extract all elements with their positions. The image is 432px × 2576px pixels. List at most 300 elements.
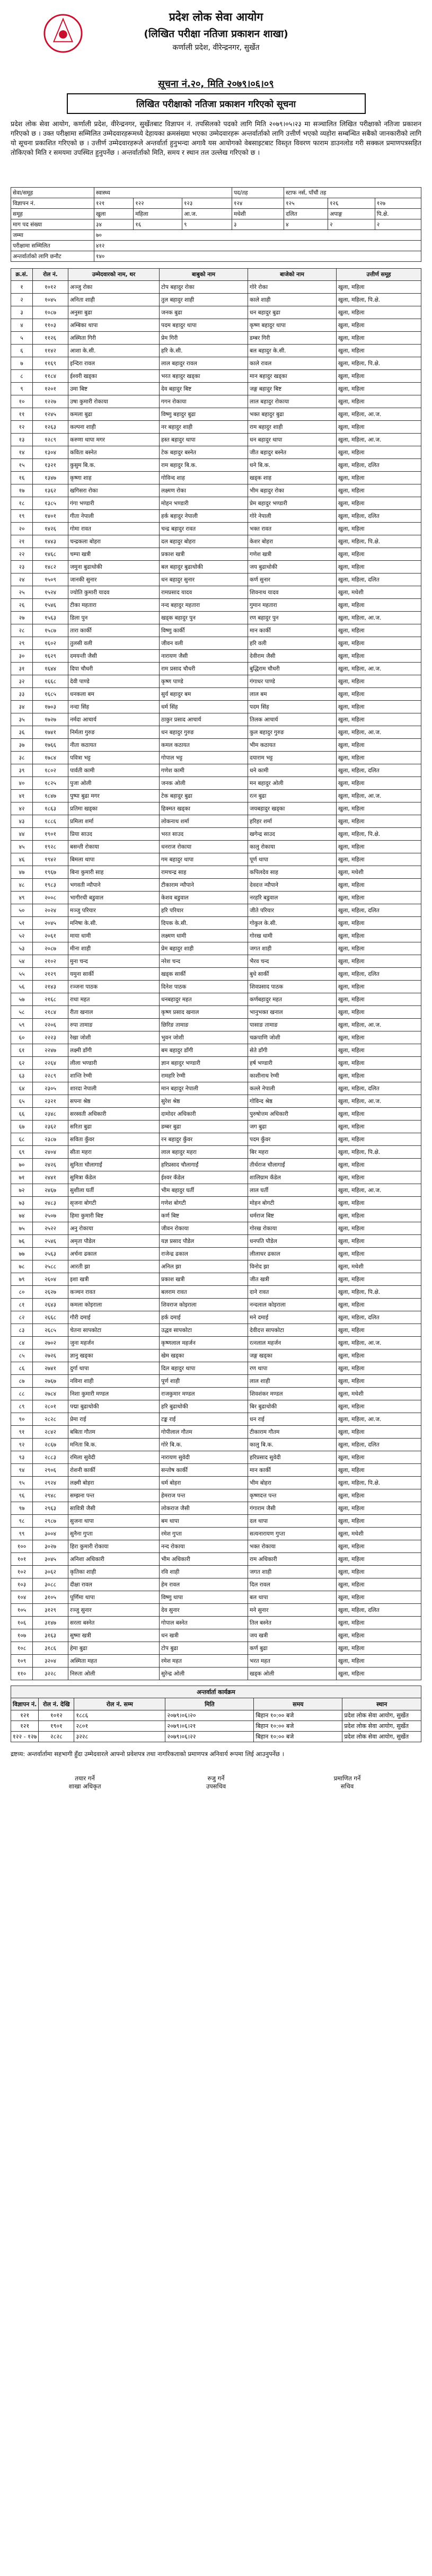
candidate-name-cell: अस्मिता महत: [68, 1655, 160, 1668]
group-cell: खुला, महिला: [337, 752, 421, 764]
group-cell: खुला, महिला: [337, 1159, 421, 1171]
father-name-cell: प्रेम बहादुर शाही: [160, 942, 248, 955]
roll-cell: १६२९: [33, 650, 68, 663]
candidate-name-cell: मनिता बि.क.: [68, 1439, 160, 1451]
group-cell: खुला, महिला: [337, 1426, 421, 1439]
serial-cell: १०८: [11, 1642, 33, 1655]
col-header-venue: स्थान: [342, 1698, 421, 1710]
serial-cell: २३: [11, 561, 33, 574]
table-row: [11, 1324, 421, 1337]
father-name-cell: जनक ओली: [160, 777, 248, 790]
serial-cell: ४९: [11, 892, 33, 904]
roll-from-cell: १०१२: [39, 1710, 74, 1721]
roll-cell: १३८५: [33, 497, 68, 510]
candidate-name-cell: अञ्जु रोका: [68, 281, 160, 294]
grandfather-name-cell: कर्णबहादुर महत: [248, 993, 337, 1006]
roll-cell: २६४३: [33, 1299, 68, 1311]
serial-cell: ६४: [11, 1082, 33, 1095]
group-cell: खुला, मधेशी: [337, 1388, 421, 1400]
father-name-cell: खड्क बहादुर पुन: [160, 612, 248, 624]
grandfather-name-cell: गंगाधर पाण्डे: [248, 675, 337, 688]
group-cell: खुला, महिला: [337, 1273, 421, 1286]
candidate-name-cell: सरिता बुढा: [68, 1121, 160, 1133]
roll-cell: १५८७: [33, 624, 68, 637]
candidate-name-cell: यमुना सार्की: [68, 968, 160, 981]
father-name-cell: हरि बुढाथोकी: [160, 1400, 248, 1413]
roll-cell: १९०१: [33, 828, 68, 841]
grandfather-name-cell: तिल बस्नेत: [248, 1617, 337, 1629]
serial-cell: ६५: [11, 1095, 33, 1108]
serial-cell: ७१: [11, 1171, 33, 1184]
grandfather-name-cell: रत्न बुढा: [248, 790, 337, 802]
roll-cell: ११८४: [33, 370, 68, 383]
grandfather-name-cell: कालु बि.क.: [248, 1439, 337, 1451]
roll-cell: ३१०५: [33, 1591, 68, 1604]
table-row: [11, 930, 421, 942]
serial-cell: ८१: [11, 1299, 33, 1311]
roll-cell: २१८४: [33, 1006, 68, 1019]
father-name-cell: दिनेश पाठक: [160, 981, 248, 993]
grandfather-name-cell: जग बुढा: [248, 1121, 337, 1133]
grandfather-name-cell: बिर बुढाथोकी: [248, 1400, 337, 1413]
grandfather-name-cell: भक्त रावत: [248, 523, 337, 535]
roll-cell: २९४८: [33, 1489, 68, 1502]
table-row: [11, 1210, 421, 1222]
table-row: [11, 866, 421, 879]
father-name-cell: प्रकाश खत्री: [160, 1273, 248, 1286]
roll-cell: २६६८: [33, 1311, 68, 1324]
grandfather-name-cell: गंगाराम जैसी: [248, 1502, 337, 1515]
candidate-name-cell: शान्ति रेग्मी: [68, 1070, 160, 1082]
group-cell: खुला, महिला: [337, 523, 421, 535]
table-row: [11, 853, 421, 866]
group-cell: खुला, महिला: [337, 1197, 421, 1210]
grandfather-name-cell: भीम कठायत: [248, 739, 337, 752]
roll-cell: २५६३: [33, 1248, 68, 1260]
roll-cell: १५०९: [33, 574, 68, 586]
total-row: [11, 230, 421, 241]
group-cell: खुला, महिला, आ.ज.: [337, 612, 421, 624]
grandfather-name-cell: बल थापा: [248, 1591, 337, 1604]
serial-cell: १०९: [11, 1655, 33, 1668]
roll-cell: १७२७: [33, 713, 68, 726]
group-cell: खुला, महिला: [337, 637, 421, 650]
candidate-name-cell: बबिता गौतम: [68, 1426, 160, 1439]
roll-cell: २६०४: [33, 1273, 68, 1286]
grandfather-name-cell: काशीनाथ रेग्मी: [248, 1070, 337, 1082]
table-row: [11, 599, 421, 612]
serial-cell: ९३: [11, 1451, 33, 1464]
group-cell: खुला, महिला: [337, 1006, 421, 1019]
grandfather-name-cell: शिवप्रसाद पाठक: [248, 981, 337, 993]
candidate-name-cell: लक्ष्मी डाँगी: [68, 1044, 160, 1057]
roll-cell: २१२९: [33, 968, 68, 981]
grandfather-name-cell: काले शाही: [248, 294, 337, 306]
father-name-cell: टेक बहादुर बुढा: [160, 790, 248, 802]
serial-cell: १०३: [11, 1578, 33, 1591]
serial-cell: ६१: [11, 1044, 33, 1057]
father-name-cell: हर्क दमाई: [160, 1311, 248, 1324]
candidate-name-cell: सावित्री जैसी: [68, 1502, 160, 1515]
candidate-name-cell: शारदा नेपाली: [68, 1082, 160, 1095]
table-row: [11, 1642, 421, 1655]
serial-cell: ८०: [11, 1286, 33, 1299]
serial-cell: ५९: [11, 1019, 33, 1031]
grandfather-name-cell: देवदत्त न्यौपाने: [248, 879, 337, 892]
table-row: [11, 1362, 421, 1375]
roll-to-cell: १८८६: [74, 1710, 165, 1721]
table-row: [11, 357, 421, 370]
father-name-cell: विष्णु बहादुर बुढा: [160, 408, 248, 421]
group-cell: खुला, महिला, दलित: [337, 968, 421, 981]
signature-block: [11, 1775, 421, 1790]
serial-cell: ६: [11, 345, 33, 357]
serial-cell: ७: [11, 357, 33, 370]
group-cell: खुला, महिला, दलित: [337, 459, 421, 472]
grandfather-name-cell: नरहरि बडुवाल: [248, 892, 337, 904]
group-cell: खुला, महिला: [337, 1617, 421, 1629]
candidate-name-cell: आशा के.सी.: [68, 345, 160, 357]
father-name-cell: ज्ञान बहादुर भण्डारी: [160, 1057, 248, 1070]
grandfather-name-cell: मोहन बोगटी: [248, 1197, 337, 1210]
group-cell: खुला, महिला, दलित: [337, 574, 421, 586]
group-cell: खुला, महिला, आ.ज.: [337, 1184, 421, 1197]
father-name-cell: राजकुमार मण्डल: [160, 1388, 248, 1400]
table-row: [11, 1477, 421, 1489]
grandfather-name-cell: गोरे नेपाली: [248, 510, 337, 523]
father-name-cell: हिक्मत खड्का: [160, 802, 248, 815]
date-cell: २०७९।०६।२२: [165, 1732, 254, 1742]
candidate-name-cell: भागीरथी बडुवाल: [68, 892, 160, 904]
table-row: [11, 713, 421, 726]
serial-cell: ८५: [11, 1349, 33, 1362]
table-row: [11, 484, 421, 497]
roll-cell: २७४१: [33, 1362, 68, 1375]
roll-cell: १९२८: [33, 841, 68, 853]
serial-cell: १०६: [11, 1617, 33, 1629]
group-cell: खुला, महिला: [337, 1031, 421, 1044]
grandfather-name-cell: धने बि.क.: [248, 459, 337, 472]
grandfather-name-cell: रत्नलाल महर्जन: [248, 1337, 337, 1349]
table-row: [11, 1019, 421, 1031]
interview-row: [11, 1721, 421, 1732]
roll-cell: ३००४: [33, 1528, 68, 1540]
grandfather-name-cell: मने दमाई: [248, 1311, 337, 1324]
father-name-cell: लाल बहादुर महरा: [160, 1146, 248, 1159]
grandfather-name-cell: खड्क शाह: [248, 472, 337, 484]
grandfather-name-cell: मान बहादुर खड्का: [248, 370, 337, 383]
father-name-cell: पदम बहादुर थापा: [160, 319, 248, 332]
roll-cell: १२८९: [33, 434, 68, 446]
roll-cell: २४४१: [33, 1171, 68, 1184]
roll-cell: १६८५: [33, 688, 68, 701]
group-cell: खुला, महिला: [337, 1578, 421, 1591]
serial-cell: ९४: [11, 1464, 33, 1477]
grandfather-name-cell: हरिप्रसाद सुवेदी: [248, 1451, 337, 1464]
serial-cell: १४: [11, 446, 33, 459]
group-cell: खुला, महिला: [337, 624, 421, 637]
father-name-cell: नरेश चन्द: [160, 955, 248, 968]
group-cell: खुला, मधेशी: [337, 1528, 421, 1540]
candidate-name-cell: कञ्चन रावत: [68, 1286, 160, 1299]
roll-cell: २३४८: [33, 1108, 68, 1121]
father-name-cell: ईश्वर कँडेल: [160, 1171, 248, 1184]
group-cell: खुला, महिला: [337, 446, 421, 459]
roll-cell: १५२४: [33, 586, 68, 599]
roll-cell: २१४३: [33, 981, 68, 993]
candidate-name-cell: रञ्जना पाठक: [68, 981, 160, 993]
candidate-name-cell: जमुना बुढाथोकी: [68, 561, 160, 574]
serial-cell: ४७: [11, 866, 33, 879]
serial-cell: १२: [11, 421, 33, 434]
table-row: [11, 917, 421, 930]
serial-cell: ६३: [11, 1070, 33, 1082]
father-name-cell: रवि शाही: [160, 1566, 248, 1578]
roll-cell: ३१२९: [33, 1604, 68, 1617]
table-row: [11, 1502, 421, 1515]
grandfather-name-cell: पदम कुँवर: [248, 1133, 337, 1146]
table-row: [11, 1299, 421, 1311]
serial-cell: ९१: [11, 1426, 33, 1439]
group-cell: खुला, महिला: [337, 1642, 421, 1655]
grandfather-name-cell: लाल शाही: [248, 1375, 337, 1388]
serial-cell: १५: [11, 459, 33, 472]
father-name-cell: रन बहादुर कुँवर: [160, 1133, 248, 1146]
group-cell: खुला, महिला: [337, 701, 421, 713]
roll-cell: २००८: [33, 892, 68, 904]
group-cell: खुला, महिला, पि.क्षे.: [337, 1286, 421, 1299]
interview-row: [11, 1710, 421, 1721]
father-name-cell: सन्तोष कार्की: [160, 1464, 248, 1477]
serial-cell: ९८: [11, 1515, 33, 1528]
table-row: [11, 395, 421, 408]
table-row: [11, 1031, 421, 1044]
roll-cell: १६४४: [33, 663, 68, 675]
father-name-cell: चन्द्र बहादुर रावत: [160, 523, 248, 535]
serial-cell: ६९: [11, 1146, 33, 1159]
father-name-cell: देव बहादुर बिष्ट: [160, 383, 248, 395]
father-name-cell: धन बहादुर सुनार: [160, 574, 248, 586]
father-name-cell: शिवराज कोइराला: [160, 1299, 248, 1311]
interview-header-row: [11, 1698, 421, 1710]
candidate-name-cell: हिमा कुमारी बिष्ट: [68, 1210, 160, 1222]
group-cell: खुला, महिला: [337, 1324, 421, 1337]
roll-cell: २३६२: [33, 1121, 68, 1133]
grandfather-name-cell: कल्ले नेपाली: [248, 1082, 337, 1095]
table-row: [11, 1121, 421, 1133]
candidate-name-cell: सविता कुँवर: [68, 1133, 160, 1146]
applied-value: ४१२: [94, 241, 421, 251]
candidate-name-cell: देवी पाण्डे: [68, 675, 160, 688]
serial-cell: २८: [11, 624, 33, 637]
serial-cell: ७५: [11, 1222, 33, 1235]
candidate-name-cell: दीक्षा रावल: [68, 1578, 160, 1591]
candidate-name-cell: अनु रोकाया: [68, 1222, 160, 1235]
candidate-name-cell: कल्पना शाही: [68, 421, 160, 434]
table-row: [11, 637, 421, 650]
father-name-cell: नारायण सुवेदी: [160, 1451, 248, 1464]
candidate-name-cell: कविता बस्नेत: [68, 446, 160, 459]
intro-paragraph: प्रदेश लोक सेवा आयोग, कर्णाली प्रदेश, वीरेन्द्रनगर, सुर्खेतबाट विज्ञापन नं. तपसिलको पदको लागि मिति २०७९।०५।२३ मा सञ्चालित लिखित परीक्षाको नतिजा प्रकाशन गरिएको छ । उक्त परीक्षामा सम्मिलित उम्मेदवारहरूमध्ये देहायका क्रमसंख्या भएका उम्मेदवारहरू अन्तर्वार्ताको लागि उत्तीर्ण भएको व्यहोरा सम्बन्धित सबैको जानकारीको लागि यो सूचना प्रकाशित गरिएको छ । उत्तीर्ण उम्मेदवारहरूले अन्तर्वार्ता हुनुभन्दा अगावै यस आयोगको वेबसाइटबाट विस्तृत विवरण फाराम डाउनलोड गरी सक्कल प्रमाणपत्रसहित तोकिएको मिति र समयमा उपस्थित हुनुपर्नेछ । अन्तर्वार्ताको मिति, समय र स्थान तल उल्लेख गरिएको छ ।: [11, 120, 421, 156]
serial-cell: १७: [11, 484, 33, 497]
candidate-name-cell: अमृता पौडेल: [68, 1235, 160, 1248]
group-cell: खुला, महिला: [337, 395, 421, 408]
table-row: [11, 650, 421, 663]
group-cell: खुला, महिला: [337, 777, 421, 790]
father-name-cell: गोपाल बस्नेत: [160, 1617, 248, 1629]
group-row: [11, 209, 421, 219]
grandfather-name-cell: पुरुषोत्तम अधिकारी: [248, 1108, 337, 1121]
father-name-cell: जनक बुढा: [160, 306, 248, 319]
serial-cell: ६७: [11, 1121, 33, 1133]
group-cell: खुला, महिला: [337, 345, 421, 357]
grandfather-name-cell: डम्बर गिरी: [248, 332, 337, 345]
candidate-name-cell: पूर्णिमा थापा: [68, 1591, 160, 1604]
group-cell: खुला, महिला: [337, 306, 421, 319]
interview-title: अन्तर्वार्ता कार्यक्रम: [11, 1686, 421, 1698]
roll-cell: १४२६: [33, 523, 68, 535]
candidate-name-cell: अनिशा अधिकारी: [68, 1553, 160, 1566]
ad-value: १२७: [375, 198, 421, 209]
group-cell: खुला, महिला: [337, 1655, 421, 1668]
group-cell: खुला, महिला: [337, 688, 421, 701]
roll-cell: २२०६: [33, 1019, 68, 1031]
table-row: [11, 1540, 421, 1553]
serial-cell: ३०: [11, 650, 33, 663]
ad-cell: १२१: [11, 1710, 39, 1721]
table-row: [11, 1159, 421, 1171]
passed-value: १४०: [94, 251, 421, 262]
group-cell: खुला, महिला: [337, 713, 421, 726]
father-name-cell: गोरे बि.क.: [160, 1439, 248, 1451]
roll-cell: १३०४: [33, 446, 68, 459]
interview-schedule-table: [11, 1686, 421, 1742]
table-row: [11, 586, 421, 599]
table-row: [11, 726, 421, 739]
group-cell: खुला, महिला, दलित: [337, 1311, 421, 1324]
group-cell: खुला, महिला: [337, 1591, 421, 1604]
candidate-name-cell: सुष्मा खत्री: [68, 1629, 160, 1642]
candidate-name-cell: इशा खत्री: [68, 1273, 160, 1286]
service-value: स्वास्थ्य: [94, 188, 232, 198]
letterhead: [11, 10, 421, 73]
candidate-name-cell: अम्बिका थापा: [68, 319, 160, 332]
candidate-name-cell: पद्मा बुढाथोकी: [68, 1400, 160, 1413]
roll-cell: २८८३: [33, 1451, 68, 1464]
serial-cell: १०७: [11, 1629, 33, 1642]
father-name-cell: हस्त बहादुर थापा: [160, 434, 248, 446]
serial-cell: ४६: [11, 853, 33, 866]
interview-title-row: [11, 1686, 421, 1698]
table-row: [11, 332, 421, 345]
candidate-name-cell: दमयन्ती जैसी: [68, 650, 160, 663]
candidate-name-cell: अस्मिता गिरी: [68, 332, 160, 345]
table-row: [11, 1108, 421, 1121]
group-cell: खुला, महिला, आ.ज.: [337, 790, 421, 802]
serial-cell: ८२: [11, 1311, 33, 1324]
grandfather-name-cell: भानुभक्त खनाल: [248, 1006, 337, 1019]
grandfather-name-cell: धन राई: [248, 1413, 337, 1426]
roll-cell: ३१८६: [33, 1642, 68, 1655]
table-row: [11, 434, 421, 446]
serial-cell: ९७: [11, 1502, 33, 1515]
father-name-cell: नन्द बहादुर महतारा: [160, 599, 248, 612]
group-cell: खुला, महिला, पि.क्षे.: [337, 1477, 421, 1489]
father-name-cell: गणेश कामी: [160, 764, 248, 777]
candidate-name-cell: नविना शाही: [68, 1375, 160, 1388]
serial-cell: ११०: [11, 1668, 33, 1680]
father-name-cell: दल बहादुर बोहरा: [160, 535, 248, 548]
candidate-name-cell: राधा महत: [68, 993, 160, 1006]
ad-value: १२१: [94, 198, 134, 209]
group-cell: खुला, महिला, पि.क्षे.: [337, 828, 421, 841]
total-seats-label: जम्मा: [11, 230, 94, 241]
candidate-name-cell: इन्दिरा रावल: [68, 357, 160, 370]
grandfather-name-cell: धने कामी: [248, 764, 337, 777]
serial-cell: २६: [11, 599, 33, 612]
roll-cell: २३०५: [33, 1082, 68, 1095]
grandfather-name-cell: धन बहादुर थापा: [248, 434, 337, 446]
grandfather-name-cell: जङ्ग खड्का: [248, 1349, 337, 1362]
father-name-cell: राम प्रसाद चौधरी: [160, 663, 248, 675]
father-name-cell: प्रकाश खत्री: [160, 548, 248, 561]
group-cell: खुला, महिला: [337, 332, 421, 345]
roll-cell: १०८७: [33, 306, 68, 319]
grandfather-name-cell: देवीदत्त सापकोटा: [248, 1324, 337, 1337]
table-row: [11, 446, 421, 459]
father-name-cell: लक्ष्मण रोका: [160, 484, 248, 497]
group-cell: खुला, महिला: [337, 930, 421, 942]
father-name-cell: लोकराज जैसी: [160, 1502, 248, 1515]
table-row: [11, 1464, 421, 1477]
father-name-cell: गोविन्द शाह: [160, 472, 248, 484]
table-row: [11, 370, 421, 383]
group-cell: खुला, महिला: [337, 1235, 421, 1248]
grandfather-name-cell: काले रावल: [248, 357, 337, 370]
candidate-name-cell: सरस्वती अधिकारी: [68, 1108, 160, 1121]
candidate-name-cell: चेतना सापकोटा: [68, 1324, 160, 1337]
candidate-name-cell: लक्ष्मी बोहरा: [68, 1477, 160, 1489]
grandfather-name-cell: गोरख धामी: [248, 930, 337, 942]
venue-cell: प्रदेश लोक सेवा आयोग, सुर्खेत: [342, 1721, 421, 1732]
roll-to-cell: ३२२८: [74, 1732, 165, 1742]
candidate-name-cell: उषा कुमारी रोकाया: [68, 395, 160, 408]
candidate-name-cell: गीता नेपाली: [68, 510, 160, 523]
group-cell: खुला, महिला: [337, 1489, 421, 1502]
venue-cell: प्रदेश लोक सेवा आयोग, सुर्खेत: [342, 1732, 421, 1742]
venue-cell: प्रदेश लोक सेवा आयोग, सुर्खेत: [342, 1710, 421, 1721]
col-header-ad: विज्ञापन नं.: [11, 1698, 39, 1710]
group-cell: खुला, महिला: [337, 1464, 421, 1477]
group-cell: खुला, महिला: [337, 1668, 421, 1680]
grandfather-name-cell: तिलक आचार्य: [248, 713, 337, 726]
grandfather-name-cell: कुल बहादुर गुरुङ: [248, 726, 337, 739]
father-name-cell: जीवन वली: [160, 637, 248, 650]
table-row: [11, 1655, 421, 1668]
grandfather-name-cell: राम अधिकारी: [248, 1553, 337, 1566]
candidate-name-cell: गंगा भण्डारी: [68, 497, 160, 510]
grandfather-name-cell: बुद्धिराम चौधरी: [248, 663, 337, 675]
roll-cell: २५४६: [33, 1235, 68, 1248]
serial-cell: ४४: [11, 828, 33, 841]
candidate-name-cell: सुमित्रा कँडेल: [68, 1171, 160, 1184]
serial-cell: ५०: [11, 904, 33, 917]
father-name-cell: खड्क सार्की: [160, 968, 248, 981]
candidate-name-cell: खगिसरा रोका: [68, 484, 160, 497]
table-row: [11, 1375, 421, 1388]
serial-cell: ५७: [11, 993, 33, 1006]
roll-cell: ३०८८: [33, 1578, 68, 1591]
